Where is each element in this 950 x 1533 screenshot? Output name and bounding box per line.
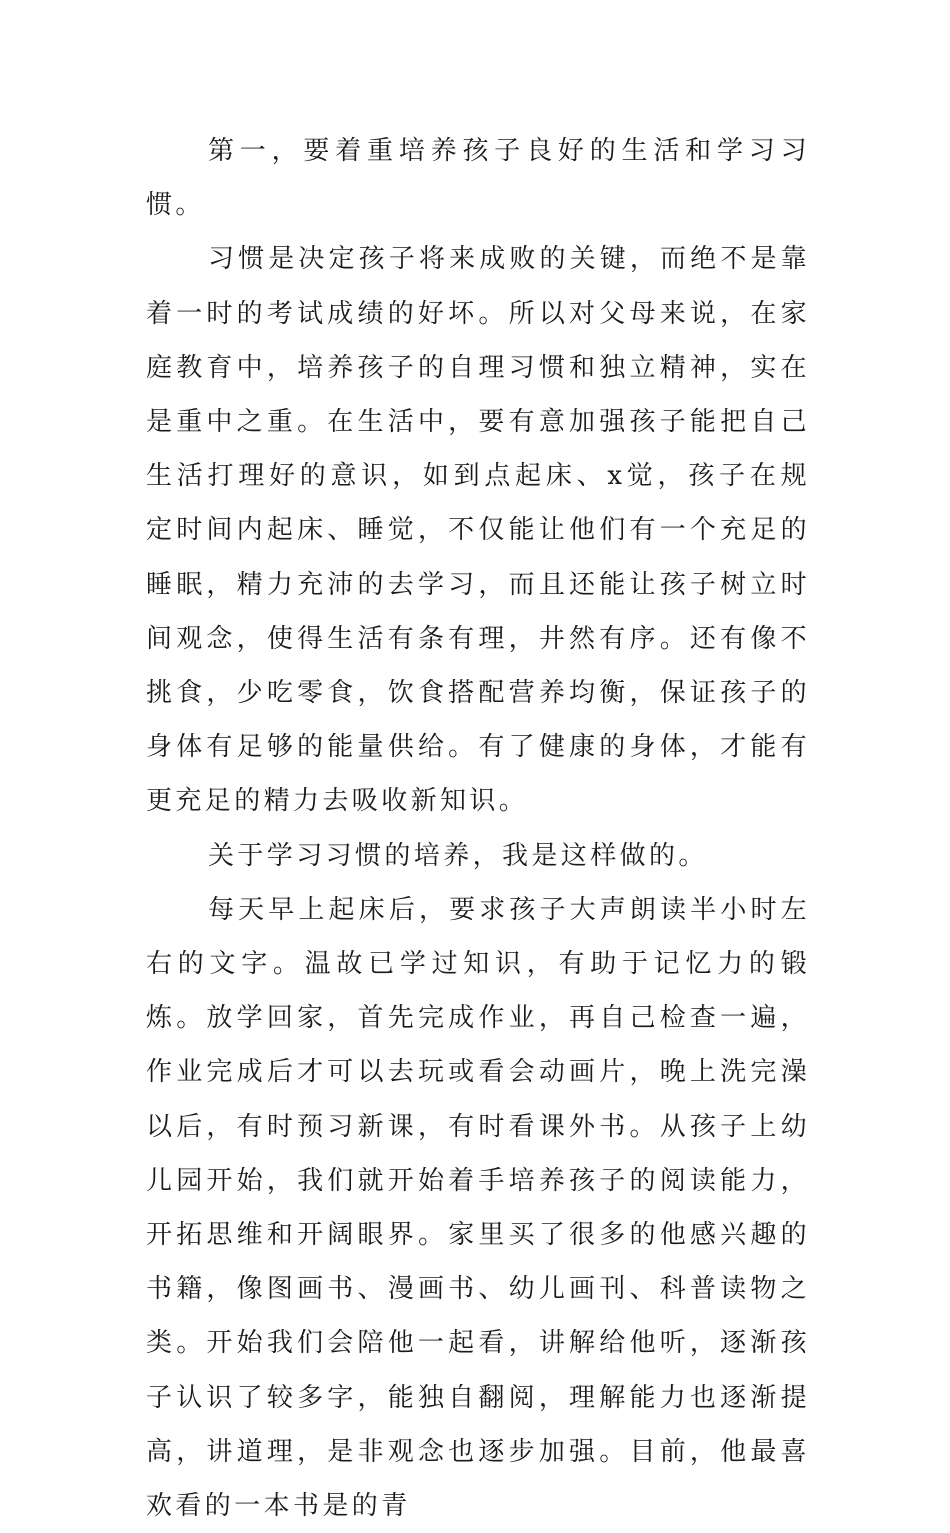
paragraph-habits-heading: 第一，要着重培养孩子良好的生活和学习习惯。 — [146, 136, 810, 221]
document-body — [146, 124, 810, 1533]
paragraph-habits-importance: 习惯是决定孩子将来成败的关键，而绝不是靠着一时的考试成绩的好坏。所以对父母来说，在家庭教育中，培养孩子的自理习惯和独立精神，实在是重中之重。在生活中，要有意加强孩子能把自己生活打理好的意识，如到点起床、x觉，孩子在规定时间内起床、睡觉，不仅能让他们有一个充足的睡眠，精力充沛的去学习，而且还能让孩子树立时间观念，使得生活有条有理，井然有序。还有像不挑食，少吃零食，饮食搭配营养均衡，保证孩子的身体有足够的能量供给。有了健康的身体，才能有更充足的精力去吸收新知识。 — [146, 244, 810, 817]
paragraph-daily-routine: 每天早上起床后，要求孩子大声朗读半小时左右的文字。温故已学过知识，有助于记忆力的锻炼。放学回家，首先完成作业，再自己检查一遍，作业完成后才可以去玩或看会动画片，晚上洗完澡以后，有时预习新课，有时看课外书。从孩子上幼儿园开始，我们就开始着手培养孩子的阅读能力，开拓思维和开阔眼界。家里买了很多的他感兴趣的书籍，像图画书、漫画书、幼儿画刊、科普读物之类。开始我们会陪他一起看，讲解给他听，逐渐孩子认识了较多字，能独自翻阅，理解能力也逐渐提高，讲道理，是非观念也逐步加强。目前，他最喜欢看的一本书是的青 — [146, 894, 810, 1522]
paragraph-study-habits-intro: 关于学习习惯的培养，我是这样做的。 — [208, 840, 708, 871]
